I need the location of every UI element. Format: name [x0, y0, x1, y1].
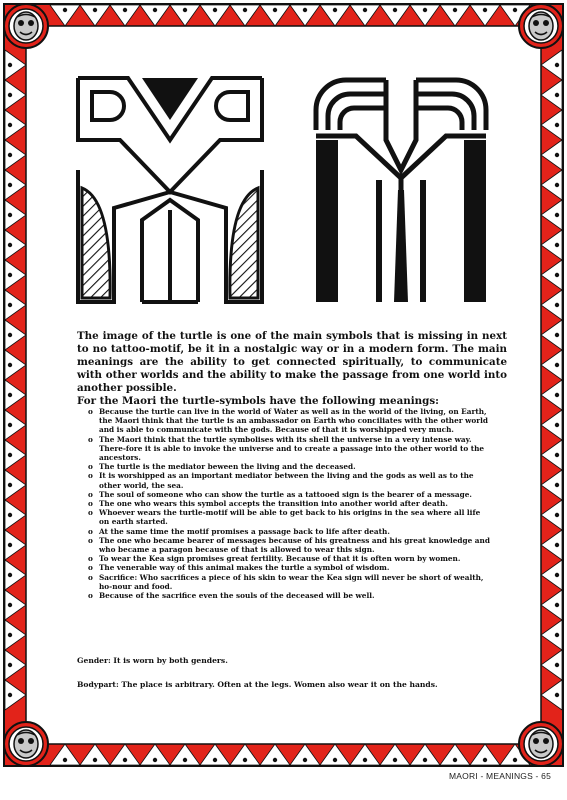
page-footer: MAORI - MEANINGS - 65 — [449, 771, 551, 781]
meaning-item — [88, 527, 492, 536]
koru-dot — [555, 513, 559, 517]
koru-dot — [555, 663, 559, 667]
koru-dot — [555, 573, 559, 577]
meaning-item — [88, 499, 492, 508]
gender-line: Gender: It is worn by both genders. — [77, 656, 228, 665]
koru-dot — [213, 758, 217, 762]
koru-dot — [555, 123, 559, 127]
koru-dot — [513, 8, 517, 12]
koru-dot — [555, 273, 559, 277]
meaning-text: It is worshipped as an important mediator between the living and the gods as well as to the other world, the sea. — [99, 471, 474, 490]
koru-dot — [8, 243, 12, 247]
koru-dot — [393, 758, 397, 762]
koru-dot — [8, 513, 12, 517]
koru-dot — [8, 663, 12, 667]
koru-dot — [555, 453, 559, 457]
meaning-text: The soul of someone who can show the turtle as a tattooed sign is the bearer of a message. — [99, 489, 472, 499]
turtle-motif-outline-hatched-icon — [70, 70, 270, 310]
maori-tiki-face-icon — [4, 722, 48, 766]
koru-dot — [423, 758, 427, 762]
koru-dot — [333, 758, 337, 762]
bullet-marker: o — [88, 535, 93, 545]
koru-dot — [363, 758, 367, 762]
meaning-item — [88, 490, 492, 499]
koru-dot — [513, 758, 517, 762]
koru-dot — [8, 123, 12, 127]
koru-dot — [8, 333, 12, 337]
koru-dot — [183, 758, 187, 762]
koru-dot — [8, 393, 12, 397]
koru-dot — [93, 758, 97, 762]
koru-dot — [8, 93, 12, 97]
meaning-text: The turtle is the mediator beween the living and the deceased. — [99, 462, 356, 472]
koru-dot — [555, 423, 559, 427]
maori-tiki-face-icon — [4, 4, 48, 48]
meaning-item — [88, 563, 492, 572]
bullet-marker: o — [88, 563, 93, 573]
motif-illustrations — [60, 70, 507, 310]
koru-dot — [393, 8, 397, 12]
bullet-marker: o — [88, 462, 93, 472]
meaning-item — [88, 508, 492, 526]
bullet-marker: o — [88, 499, 93, 509]
koru-dot — [63, 8, 67, 12]
koru-dot — [8, 273, 12, 277]
koru-dot — [555, 693, 559, 697]
koru-dot — [333, 8, 337, 12]
koru-dot — [555, 603, 559, 607]
maori-tiki-face-icon — [519, 4, 563, 48]
koru-dot — [273, 758, 277, 762]
koru-dot — [8, 483, 12, 487]
koru-dot — [8, 153, 12, 157]
koru-dot — [8, 573, 12, 577]
koru-dot — [8, 693, 12, 697]
koru-dot — [8, 453, 12, 457]
koru-dot — [8, 423, 12, 427]
koru-dot — [483, 8, 487, 12]
koru-dot — [8, 183, 12, 187]
meaning-text: Because of the sacrifice even the souls of the deceased will be well. — [99, 591, 375, 601]
koru-dot — [555, 243, 559, 247]
bullet-marker: o — [88, 554, 93, 564]
bullet-marker: o — [88, 526, 93, 536]
koru-dot — [555, 363, 559, 367]
koru-dot — [63, 758, 67, 762]
koru-dot — [555, 483, 559, 487]
meaning-text: To wear the Kea sign promises great fertility. Because of that it is often worn by women. — [99, 554, 461, 564]
koru-dot — [555, 63, 559, 67]
koru-dot — [555, 303, 559, 307]
koru-dot — [453, 8, 457, 12]
koru-dot — [213, 8, 217, 12]
koru-dot — [453, 758, 457, 762]
koru-dot — [8, 363, 12, 367]
intro-paragraph: The image of the turtle is one of the main symbols that is missing in next to no tattoo-motif, be it in a nostalgic way or in a modern form. The main meanings are the ability to get connected spiritually, to communicate with other worlds and the ability to make the passage from one world into another possible. — [77, 330, 507, 394]
koru-dot — [555, 213, 559, 217]
meanings-list — [88, 407, 492, 600]
koru-dot — [123, 758, 127, 762]
meaning-item — [88, 573, 492, 591]
meaning-item — [88, 591, 492, 600]
meaning-item — [88, 462, 492, 471]
koru-dot — [243, 758, 247, 762]
koru-dot — [8, 213, 12, 217]
bullet-marker: o — [88, 407, 93, 416]
bullet-marker: o — [88, 591, 93, 601]
koru-dot — [273, 8, 277, 12]
koru-dot — [555, 153, 559, 157]
koru-dot — [483, 758, 487, 762]
bullet-marker: o — [88, 508, 93, 518]
koru-dot — [8, 303, 12, 307]
meaning-item — [88, 554, 492, 563]
meaning-text: Because the turtle can live in the world of Water as well as in the world of the living, on Earth, the Maori think that the turtle is an ambassador on Earth who conciliates with the other world and is able to communicate with the gods. Because of that it is worshipped very much. — [99, 407, 489, 435]
koru-dot — [8, 63, 12, 67]
meaning-text: The venerable way of this animal makes the turtle a symbol of wisdom. — [99, 563, 390, 573]
koru-dot — [8, 603, 12, 607]
koru-dot — [8, 633, 12, 637]
maori-tiki-face-icon — [519, 722, 563, 766]
meaning-text: The one who wears this symbol accepts the transition into another world after death. — [99, 499, 448, 509]
koru-dot — [303, 8, 307, 12]
page-content — [60, 52, 507, 718]
bullet-marker: o — [88, 471, 93, 481]
intro-text — [77, 330, 507, 408]
list-heading: For the Maori the turtle-symbols have the following meanings: — [77, 395, 439, 407]
koru-dot — [555, 333, 559, 337]
koru-dot — [555, 543, 559, 547]
meaning-text: The Maori think that the turtle symbolises with its shell the universe in a very intense way. There-fore it is able to invoke the universe and to create a passage into the other world to the ancestors. — [99, 434, 485, 463]
koru-dot — [555, 393, 559, 397]
koru-dot — [8, 543, 12, 547]
bullet-marker: o — [88, 489, 93, 499]
bullet-marker: o — [88, 572, 93, 582]
koru-dot — [555, 633, 559, 637]
meaning-item — [88, 407, 492, 435]
meaning-item — [88, 536, 492, 554]
turtle-motif-solid-lines-icon — [306, 70, 496, 310]
bullet-marker: o — [88, 434, 93, 444]
bodypart-line: Bodypart: The place is arbitrary. Often at the legs. Women also wear it on the hands. — [77, 680, 438, 689]
koru-dot — [303, 758, 307, 762]
koru-dot — [555, 93, 559, 97]
koru-dot — [153, 8, 157, 12]
koru-dot — [423, 8, 427, 12]
meaning-text: At the same time the motif promises a passage back to life after death. — [99, 526, 390, 536]
koru-dot — [153, 758, 157, 762]
meaning-text: The one who became bearer of messages because of his greatness and his great knowledge and who became a paragon because of that is allowed to wear this sign. — [99, 535, 490, 555]
meaning-text: Sacrifice: Who sacrifices a piece of his skin to wear the Kea sign will never be short of wealth, ho-nour and food. — [99, 572, 484, 591]
koru-dot — [243, 8, 247, 12]
koru-dot — [363, 8, 367, 12]
koru-dot — [93, 8, 97, 12]
meaning-item — [88, 435, 492, 463]
koru-dot — [183, 8, 187, 12]
koru-dot — [555, 183, 559, 187]
meaning-text: Whoever wears the turtle-motif will be able to get back to his origins in the sea where all life on earth started. — [99, 508, 481, 527]
koru-dot — [123, 8, 127, 12]
meaning-item — [88, 471, 492, 489]
